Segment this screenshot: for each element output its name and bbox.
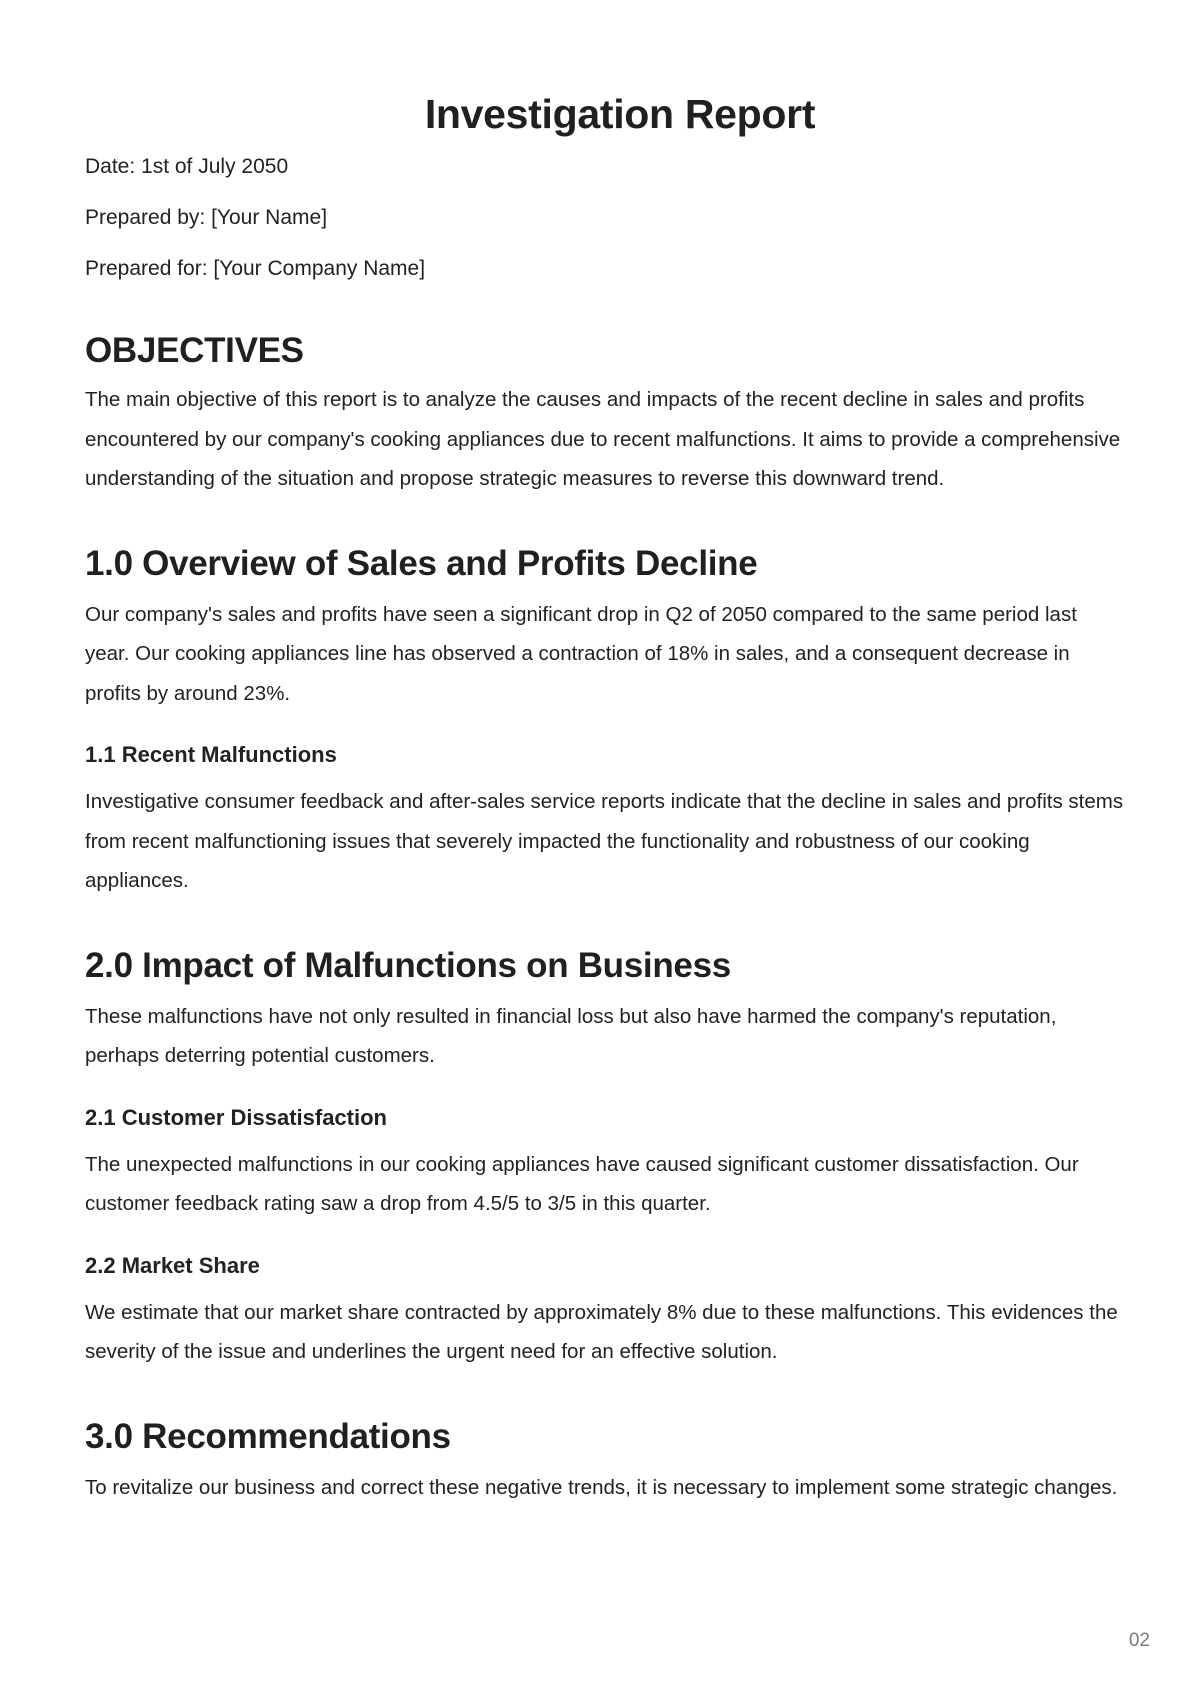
subsection-customer-dissatisfaction — [85, 1103, 1125, 1224]
section-heading-impact: 2.0 Impact of Malfunctions on Business — [85, 945, 731, 985]
prepared-for: Prepared for: [Your Company Name] — [85, 257, 426, 280]
subsection-heading-customer-dissatisfaction: 2.1 Customer Dissatisfaction — [85, 1104, 387, 1130]
section-heading-recommendations: 3.0 Recommendations — [85, 1416, 451, 1456]
subsection-body-customer-dissatisfaction: The unexpected malfunctions in our cooking appliances have caused significant customer dissatisfaction. Our customer feedback rating saw a drop from 4.5/5 to 3/5 in this quarter. — [85, 1152, 1079, 1215]
prepared-by: Prepared by: [Your Name] — [85, 206, 328, 229]
page-number: 02 — [1128, 1630, 1150, 1651]
document-title: Investigation Report — [424, 91, 816, 137]
section-impact — [85, 943, 1125, 1076]
section-body-overview: Our company's sales and profits have seen a significant drop in Q2 of 2050 compared to the same period last year. Our cooking appliances line has observed a contraction of 18% in sales, and a consequent decrease in profits by around 23%. — [85, 602, 1077, 705]
section-body-impact: These malfunctions have not only resulted in financial loss but also have harmed the company's reputation, perhaps deterring potential customers. — [85, 1004, 1057, 1067]
subsection-heading-market-share: 2.2 Market Share — [85, 1252, 260, 1278]
section-body-objectives: The main objective of this report is to analyze the causes and impacts of the recent decline in sales and profits encountered by our company's cooking appliances due to recent malfunctions. It aims to provide a comprehensive understanding of the situation and propose strategic measures to reverse this downward trend. — [85, 388, 1121, 490]
section-overview — [85, 541, 1125, 714]
page-content — [85, 84, 1125, 1507]
report-meta — [85, 152, 1125, 284]
subsection-recent-malfunctions — [85, 740, 1125, 901]
section-heading-overview: 1.0 Overview of Sales and Profits Decline — [85, 543, 758, 583]
section-recommendations — [85, 1414, 1125, 1508]
subsection-heading-recent-malfunctions: 1.1 Recent Malfunctions — [85, 742, 337, 767]
report-date: Date: 1st of July 2050 — [85, 155, 289, 178]
section-heading-objectives: OBJECTIVES — [85, 331, 304, 370]
section-objectives — [85, 328, 1125, 499]
subsection-market-share — [85, 1251, 1125, 1372]
subsection-body-market-share: We estimate that our market share contracted by approximately 8% due to these malfunctions. This evidences the severity of the issue and underlines the urgent need for an effective solution. — [85, 1300, 1118, 1363]
section-body-recommendations: To revitalize our business and correct these negative trends, it is necessary to implement some strategic changes. — [85, 1475, 1118, 1499]
subsection-body-recent-malfunctions: Investigative consumer feedback and after-sales service reports indicate that the decline in sales and profits stems from recent malfunctioning issues that severely impacted the functionality and robustness of our cooking appliances. — [85, 790, 1124, 892]
